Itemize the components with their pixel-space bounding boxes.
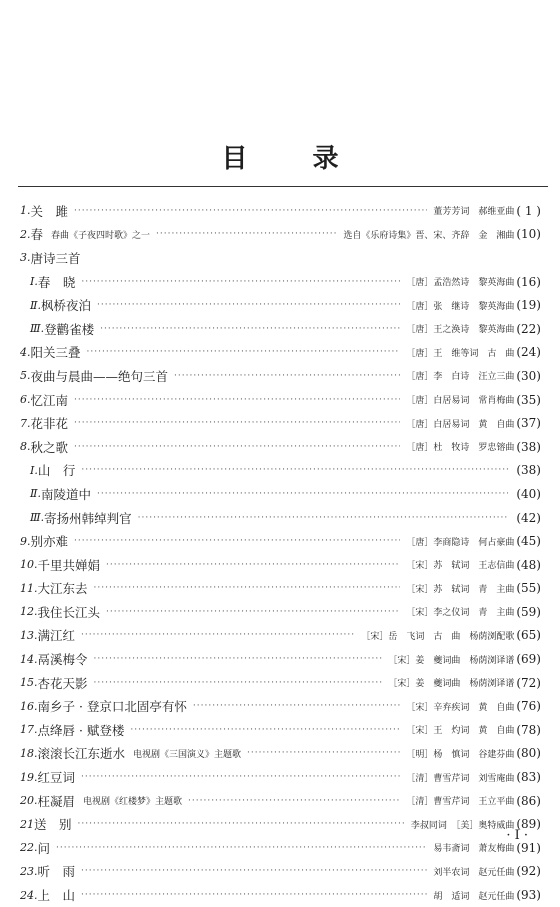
dot-leader: [100, 324, 400, 334]
toc-entry[interactable]: [20, 812, 541, 836]
toc-subentry[interactable]: [20, 506, 541, 530]
entry-credit: ［宋］苏 轼词 青 主曲: [406, 584, 515, 595]
entry-number: Ⅱ.: [30, 487, 41, 501]
toc-entry[interactable]: [20, 836, 541, 860]
entry-credit: ［唐］王 维等词 古 曲: [406, 348, 515, 359]
entry-number: 16.: [20, 699, 38, 713]
entry-number: 12.: [20, 605, 38, 619]
entry-page: (86): [516, 793, 541, 808]
toc-entry[interactable]: [20, 435, 541, 459]
entry-page: (40): [516, 486, 541, 501]
entry-number: Ⅱ.: [30, 298, 41, 312]
entry-credit: ［宋］王 灼词 黄 自曲: [406, 726, 515, 737]
entry-credit: ［宋］岳 飞词 古 曲 杨荫浏配歌: [361, 631, 515, 642]
toc-entry[interactable]: [20, 600, 541, 624]
toc-entry[interactable]: [20, 246, 541, 270]
entry-page: (38): [516, 439, 541, 454]
dot-leader: [56, 843, 427, 853]
entry-page: (59): [516, 604, 541, 619]
dot-leader: [97, 489, 508, 499]
entry-title: 送 别: [34, 817, 72, 833]
toc-entry[interactable]: [20, 647, 541, 671]
entry-page: (24): [516, 345, 541, 360]
toc-entry[interactable]: [20, 223, 541, 247]
entry-credit: ［唐］孟浩然诗 黎英海曲: [406, 278, 515, 289]
entry-title: 上 山: [37, 888, 76, 904]
entry-page: (76): [516, 699, 541, 714]
dot-leader: [74, 395, 400, 405]
dot-leader: [81, 277, 400, 287]
entry-page: (35): [516, 392, 541, 407]
entry-title: 春: [30, 227, 44, 243]
entry-page: (80): [516, 746, 541, 761]
dot-leader: [74, 442, 400, 452]
entry-credit: 胡 适词 赵元任曲: [433, 891, 515, 902]
dot-leader: [81, 465, 508, 475]
entry-number: 23.: [20, 864, 38, 878]
toc-entry[interactable]: [20, 553, 541, 577]
entry-title: 秋之歌: [30, 439, 69, 455]
entry-credit: ［宋］李之仪词 青 主曲: [406, 608, 515, 619]
dot-leader: [130, 725, 400, 735]
dot-leader: [81, 630, 355, 640]
entry-page: (92): [516, 864, 541, 879]
entry-title: 千里共婵娟: [37, 557, 101, 573]
dot-leader: [156, 229, 337, 239]
entry-number: 18.: [20, 746, 38, 760]
entry-number: 19.: [20, 770, 38, 784]
toc-entry[interactable]: [20, 694, 541, 718]
entry-title: 杏花天影: [37, 675, 88, 691]
dot-leader: [74, 418, 400, 428]
entry-title: 忆江南: [30, 392, 69, 408]
toc-entry[interactable]: [20, 671, 541, 695]
entry-title: 滚滚长江东逝水: [37, 746, 126, 762]
table-of-contents: [20, 199, 541, 907]
toc-entry[interactable]: [20, 883, 541, 907]
entry-number: 17.: [20, 723, 38, 737]
entry-number: 13.: [20, 628, 38, 642]
entry-number: 21: [20, 817, 34, 831]
dot-leader: [188, 796, 400, 806]
toc-subentry[interactable]: [20, 482, 541, 506]
entry-credit: ［宋］辛弃疾词 黄 自曲: [406, 702, 515, 713]
page-number: · Ⅰ ·: [506, 828, 528, 843]
toc-subentry[interactable]: [20, 459, 541, 483]
title-divider: [18, 186, 548, 187]
dot-leader: [193, 701, 400, 711]
entry-title: 枫桥夜泊: [40, 298, 91, 314]
entry-title: 鬲溪梅令: [37, 652, 88, 668]
dot-leader: [81, 772, 400, 782]
entry-page: ( 1 ): [516, 203, 541, 218]
entry-page: (89): [516, 817, 541, 832]
entry-title: 山 行: [37, 463, 76, 479]
toc-entry[interactable]: [20, 718, 541, 742]
entry-title: 我住长江头: [37, 604, 101, 620]
toc-entry[interactable]: [20, 388, 541, 412]
entry-page: (48): [516, 557, 541, 572]
entry-page: (42): [516, 510, 541, 525]
entry-credit: 李叔同词 ［美］奥特威曲: [410, 820, 515, 831]
entry-number: 2.: [20, 227, 31, 241]
entry-number: 4.: [20, 345, 31, 359]
entry-title: 花非花: [30, 416, 69, 432]
toc-entry[interactable]: [20, 364, 541, 388]
dot-leader: [97, 300, 400, 310]
entry-number: 14.: [20, 652, 38, 666]
entry-credit: ［唐］白居易词 黄 自曲: [406, 419, 515, 430]
entry-number: Ⅲ.: [30, 322, 45, 336]
entry-title: 阳关三叠: [30, 345, 81, 361]
entry-page: (65): [516, 628, 541, 643]
entry-credit: 选自《乐府诗集》晋、宋、齐辞 金 湘曲: [343, 230, 515, 241]
toc-entry[interactable]: [20, 860, 541, 884]
dot-leader: [78, 819, 405, 829]
entry-page: (16): [516, 274, 541, 289]
entry-credit: ［宋］姜 夔词曲 杨荫浏译谱: [388, 655, 515, 666]
toc-entry[interactable]: [20, 411, 541, 435]
entry-credit: ［清］曹雪芹词 刘雪庵曲: [406, 773, 515, 784]
dot-leader: [94, 583, 401, 593]
toc-subentry[interactable]: [20, 293, 541, 317]
entry-credit: 刘半农词 赵元任曲: [433, 867, 515, 878]
entry-title: 听 雨: [37, 864, 76, 880]
entry-title: 登鹳雀楼: [44, 321, 95, 337]
entry-title: 南乡子 · 登京口北固亭有怀: [37, 699, 187, 715]
entry-page: (30): [516, 368, 541, 383]
entry-number: 22.: [20, 841, 38, 855]
entry-title: 枉凝眉: [37, 793, 76, 809]
entry-number: 5.: [20, 369, 31, 383]
entry-title: 唐诗三首: [30, 250, 81, 266]
entry-page: (72): [516, 675, 541, 690]
entry-credit: ［唐］张 继诗 黎英海曲: [406, 301, 515, 312]
dot-leader: [94, 678, 383, 688]
entry-number: Ⅰ.: [30, 463, 38, 477]
toc-subentry[interactable]: [20, 270, 541, 294]
entry-credit: ［唐］李商隐诗 何占豪曲: [406, 537, 515, 548]
entry-page: (83): [516, 770, 541, 785]
entry-number: 24.: [20, 888, 38, 902]
dot-leader: [74, 536, 400, 546]
entry-page: (93): [516, 888, 541, 903]
entry-title: 点绛唇 · 赋登楼: [37, 722, 125, 738]
entry-credit: ［唐］李 白诗 汪立三曲: [406, 372, 515, 383]
toc-entry[interactable]: [20, 765, 541, 789]
entry-page: (91): [516, 840, 541, 855]
entry-number: 6.: [20, 393, 31, 407]
toc-entry[interactable]: [20, 742, 541, 766]
entry-number: 10.: [20, 558, 38, 572]
toc-entry[interactable]: [20, 529, 541, 553]
dot-leader: [94, 654, 383, 664]
entry-number: 7.: [20, 416, 31, 430]
toc-entry[interactable]: [20, 199, 541, 223]
entry-credit: 易韦斋词 萧友梅曲: [433, 844, 515, 855]
dot-leader: [81, 890, 427, 900]
entry-title: 红豆词: [37, 770, 76, 786]
entry-credit: ［唐］王之涣诗 黎英海曲: [406, 325, 515, 336]
entry-title: 夜曲与晨曲——绝句三首: [30, 368, 169, 384]
toc-subentry[interactable]: [20, 317, 541, 341]
dot-leader: [247, 748, 400, 758]
entry-page: (19): [516, 298, 541, 313]
entry-subtitle: 电视剧《红楼梦》主题歌: [83, 797, 183, 808]
toc-entry[interactable]: [20, 341, 541, 365]
entry-page: (10): [516, 227, 541, 242]
entry-subtitle: 电视剧《三国演义》主题歌: [133, 749, 242, 760]
entry-credit: ［明］杨 慎词 谷建芬曲: [406, 749, 515, 760]
toc-entry[interactable]: [20, 577, 541, 601]
page-title: 目 录: [221, 144, 367, 174]
entry-page: (37): [516, 416, 541, 431]
dot-leader: [138, 513, 509, 523]
entry-credit: 董芳芳词 郝维亚曲: [433, 207, 515, 218]
entry-title: 春 晓: [37, 274, 76, 290]
entry-credit: ［宋］苏 轼词 王志信曲: [406, 561, 515, 572]
entry-title: 关 雎: [30, 203, 69, 219]
entry-credit: ［清］曹雪芹词 王立平曲: [406, 797, 515, 808]
entry-title: 大江东去: [37, 581, 88, 597]
dot-leader: [174, 371, 400, 381]
dot-leader: [81, 866, 427, 876]
entry-number: 8.: [20, 440, 31, 454]
entry-subtitle: 春曲《子夜四时歌》之一: [51, 230, 151, 241]
entry-number: Ⅰ.: [30, 275, 38, 289]
entry-page: (22): [516, 321, 541, 336]
entry-title: 南陵道中: [40, 486, 91, 502]
entry-page: (78): [516, 722, 541, 737]
entry-credit: ［唐］白居易词 常肖梅曲: [406, 396, 515, 407]
entry-credit: ［宋］姜 夔词曲 杨荫浏译谱: [388, 679, 515, 690]
entry-title: 寄扬州韩绰判官: [44, 510, 132, 526]
entry-title: 别亦难: [30, 534, 69, 550]
entry-number: Ⅲ.: [30, 511, 45, 525]
entry-title: 问: [37, 840, 51, 856]
entry-credit: ［唐］杜 牧诗 罗忠镕曲: [406, 443, 515, 454]
entry-page: (45): [516, 534, 541, 549]
entry-title: 满江红: [37, 628, 76, 644]
toc-entry[interactable]: [20, 789, 541, 813]
entry-number: 15.: [20, 676, 38, 690]
entry-number: 1.: [20, 204, 31, 218]
toc-entry[interactable]: [20, 624, 541, 648]
dot-leader: [74, 206, 427, 216]
entry-page: (55): [516, 581, 541, 596]
entry-page: (38): [516, 463, 541, 478]
dot-leader: [87, 347, 401, 357]
dot-leader: [106, 607, 400, 617]
entry-number: 9.: [20, 534, 31, 548]
entry-page: (69): [516, 652, 541, 667]
entry-number: 3.: [20, 251, 31, 265]
entry-number: 11.: [20, 581, 38, 595]
entry-number: 20.: [20, 794, 38, 808]
dot-leader: [106, 560, 400, 570]
